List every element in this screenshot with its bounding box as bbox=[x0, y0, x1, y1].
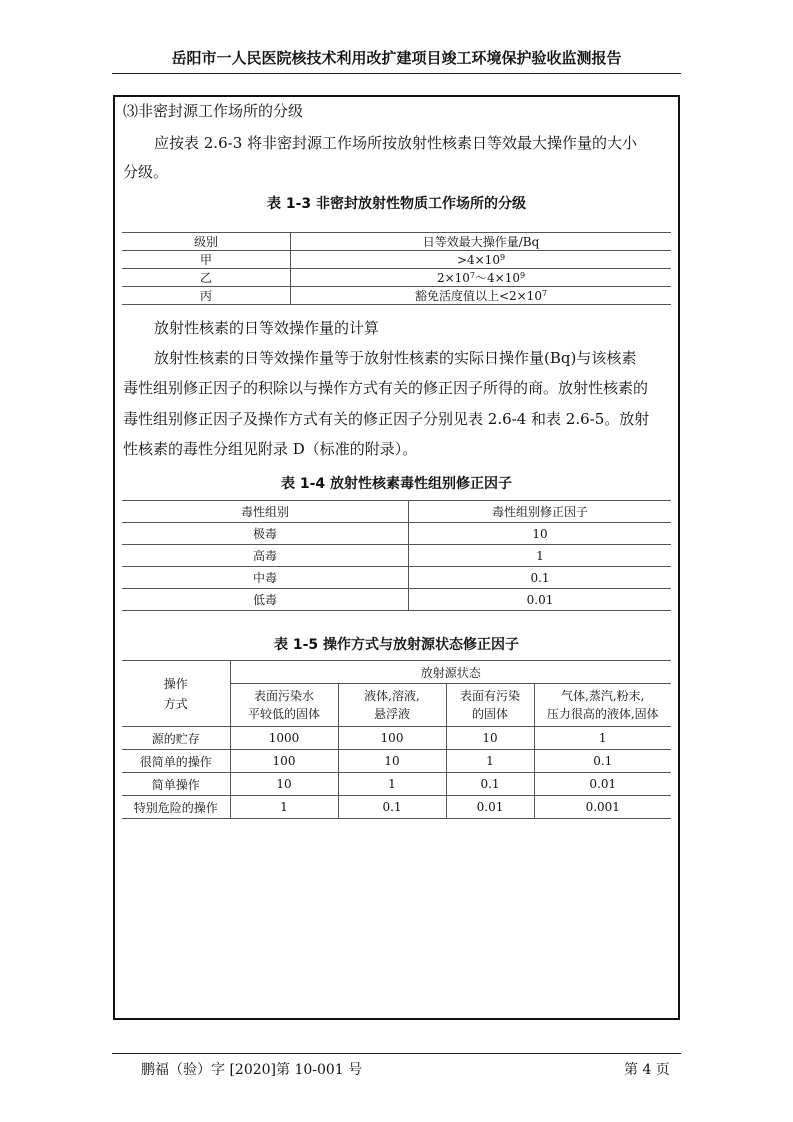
table-header-cell bbox=[230, 684, 338, 727]
page-number: 第 4 页 bbox=[624, 1062, 670, 1078]
table14 bbox=[122, 500, 671, 611]
table-row bbox=[122, 773, 671, 796]
table13 bbox=[122, 232, 671, 305]
table-cell bbox=[291, 251, 672, 269]
table-cell: 乙 bbox=[122, 269, 291, 287]
table-row bbox=[122, 727, 671, 750]
intro-line-2: 分级。 bbox=[123, 163, 169, 181]
table-cell: 0.01 bbox=[409, 589, 672, 611]
exponent: 9 bbox=[519, 271, 526, 280]
table-header-cell: 毒性组别 bbox=[122, 501, 409, 523]
table-cell: 100 bbox=[338, 727, 446, 750]
table-cell: 10 bbox=[446, 727, 534, 750]
header-line: 的固体 bbox=[471, 707, 508, 721]
table-corner-cell bbox=[122, 661, 230, 727]
table-header-cell: 日等效最大操作量/Bq bbox=[291, 233, 672, 251]
table14-caption: 表 1-4 放射性核素毒性组别修正因子 bbox=[280, 476, 513, 492]
exponent: 7 bbox=[469, 271, 475, 280]
table-group-header: 放射源状态 bbox=[230, 661, 671, 684]
header-rule bbox=[112, 73, 681, 74]
table-row bbox=[122, 523, 671, 545]
calc-heading: 放射性核素的日等效操作量的计算 bbox=[154, 319, 380, 337]
table-cell: 简单操作 bbox=[122, 773, 230, 796]
table-row bbox=[122, 589, 671, 611]
table-cell: 0.1 bbox=[534, 750, 671, 773]
table-cell: 源的贮存 bbox=[122, 727, 230, 750]
table-cell: 高毒 bbox=[122, 545, 409, 567]
table-header-cell bbox=[446, 684, 534, 727]
table-cell: 1 bbox=[230, 796, 338, 819]
table-header-cell: 毒性组别修正因子 bbox=[409, 501, 672, 523]
header-line: 表面有污染 bbox=[459, 689, 520, 703]
table-row bbox=[122, 269, 671, 287]
header-line: 悬浮液 bbox=[373, 707, 410, 721]
header-line: 气体,蒸汽,粉末, bbox=[561, 689, 645, 703]
table-cell: 10 bbox=[409, 523, 672, 545]
calc-line-4: 性核素的毒性分组见附录 D（标准的附录）。 bbox=[123, 440, 418, 458]
table-cell: 0.1 bbox=[409, 567, 672, 589]
value-text: ～4×10 bbox=[475, 271, 520, 285]
header-line: 平较低的固体 bbox=[247, 707, 320, 721]
table-cell: 特别危险的操作 bbox=[122, 796, 230, 819]
header-line: 液体,溶液, bbox=[364, 689, 420, 703]
table-cell: 甲 bbox=[122, 251, 291, 269]
table15 bbox=[122, 660, 671, 819]
header-line: 压力很高的液体,固体 bbox=[546, 707, 659, 721]
section-heading: ⑶非密封源工作场所的分级 bbox=[123, 102, 304, 120]
corner-line: 方式 bbox=[163, 696, 188, 711]
table-cell: 1 bbox=[409, 545, 672, 567]
table-row bbox=[122, 661, 671, 684]
footer-rule bbox=[112, 1053, 681, 1054]
exponent: 9 bbox=[499, 252, 506, 262]
table-row bbox=[122, 545, 671, 567]
report-title: 岳阳市一人民医院核技术利用改扩建项目竣工环境保护验收监测报告 bbox=[171, 49, 622, 67]
intro-line-1: 应按表 2.6-3 将非密封源工作场所按放射性核素日等效最大操作量的大小 bbox=[154, 134, 638, 152]
calc-line-2: 毒性组别修正因子的积除以与操作方式有关的修正因子所得的商。放射性核素的 bbox=[123, 379, 649, 397]
table-row bbox=[122, 750, 671, 773]
table-header-cell bbox=[338, 684, 446, 727]
table-cell: 1 bbox=[446, 750, 534, 773]
table-row bbox=[122, 796, 671, 819]
table-cell: 0.1 bbox=[446, 773, 534, 796]
report-number: 鹏福（验）字 [2020]第 10-001 号 bbox=[141, 1062, 363, 1078]
table-cell: 1 bbox=[534, 727, 671, 750]
value-text: 2×10 bbox=[436, 271, 470, 285]
table13-caption: 表 1-3 非密封放射性物质工作场所的分级 bbox=[266, 196, 527, 212]
table-cell: 0.01 bbox=[534, 773, 671, 796]
table-cell: 丙 bbox=[122, 287, 291, 305]
table-cell: 0.1 bbox=[338, 796, 446, 819]
value-text: >4×10 bbox=[456, 252, 500, 267]
table-header-cell: 级别 bbox=[122, 233, 291, 251]
table-cell: 很简单的操作 bbox=[122, 750, 230, 773]
table-cell: 10 bbox=[338, 750, 446, 773]
table-row bbox=[122, 287, 671, 305]
table-row bbox=[122, 567, 671, 589]
calc-line-1: 放射性核素的日等效操作量等于放射性核素的实际日操作量(Bq)与该核素 bbox=[154, 349, 637, 367]
table-cell: 中毒 bbox=[122, 567, 409, 589]
table-cell: 0.01 bbox=[446, 796, 534, 819]
value-text: 豁免活度值以上<2×10 bbox=[414, 289, 542, 303]
table-cell: 0.001 bbox=[534, 796, 671, 819]
exponent: 7 bbox=[541, 289, 548, 298]
table-cell: 1 bbox=[338, 773, 446, 796]
table15-caption: 表 1-5 操作方式与放射源状态修正因子 bbox=[273, 637, 520, 653]
corner-line: 操作 bbox=[163, 676, 188, 691]
table-cell bbox=[291, 269, 672, 287]
table-cell: 10 bbox=[230, 773, 338, 796]
table-row bbox=[122, 233, 671, 251]
table-cell: 1000 bbox=[230, 727, 338, 750]
table-cell: 100 bbox=[230, 750, 338, 773]
table-cell: 极毒 bbox=[122, 523, 409, 545]
table-row bbox=[122, 251, 671, 269]
table-header-cell bbox=[534, 684, 671, 727]
table-row bbox=[122, 501, 671, 523]
calc-line-3: 毒性组别修正因子及操作方式有关的修正因子分别见表 2.6-4 和表 2.6-5。放射 bbox=[123, 410, 650, 428]
table-cell bbox=[291, 287, 672, 305]
header-line: 表面污染水 bbox=[253, 689, 314, 703]
table-cell: 低毒 bbox=[122, 589, 409, 611]
